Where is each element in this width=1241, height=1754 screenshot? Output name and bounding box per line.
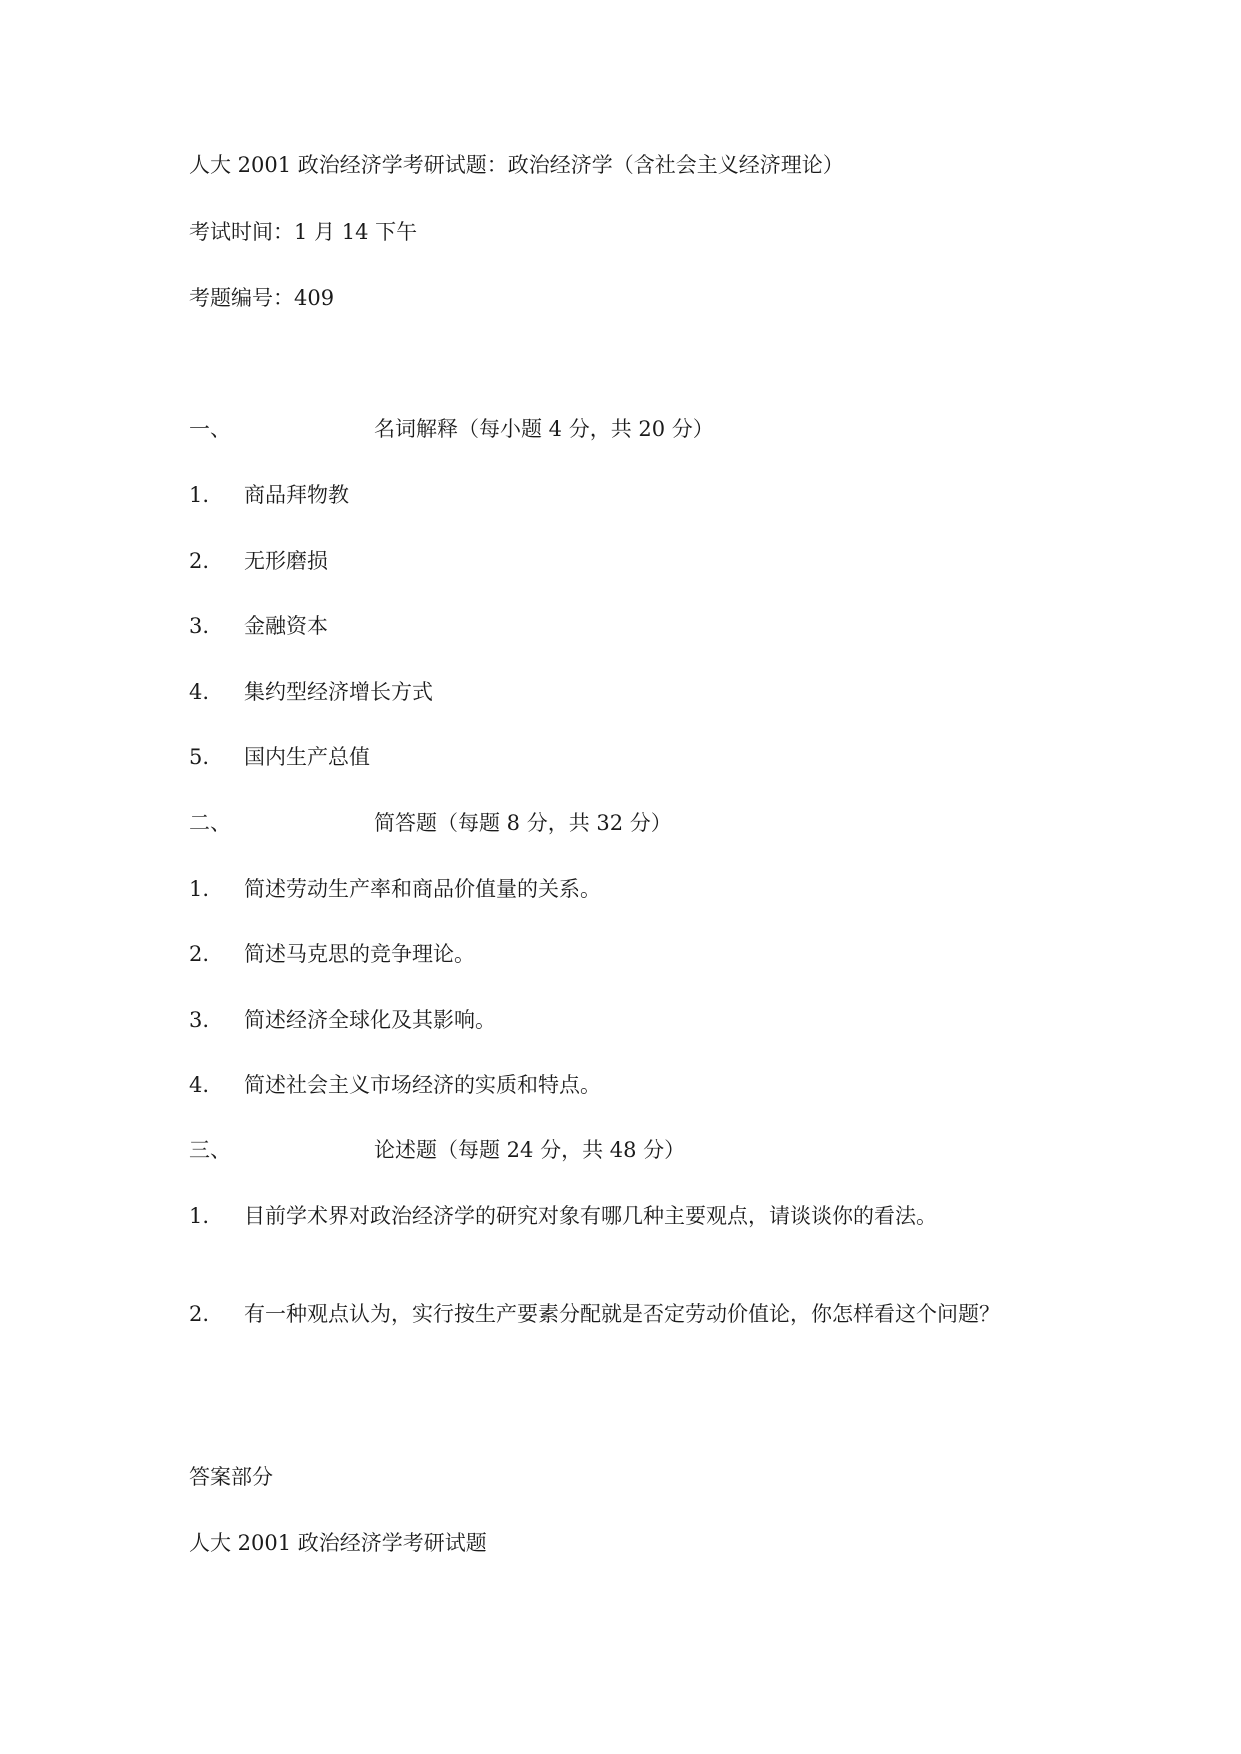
section-3-heading (189, 1137, 685, 1163)
section-2-heading (189, 810, 672, 836)
list-item (189, 744, 370, 770)
list-item (189, 1203, 937, 1229)
item-text: 简述经济全球化及其影响。 (244, 1008, 496, 1032)
list-item (189, 679, 433, 705)
list-item (189, 876, 601, 902)
item-text: 简述马克思的竞争理论。 (244, 942, 475, 966)
section-title: 论述题（每题 24 分，共 48 分） (374, 1138, 686, 1162)
item-text: 目前学术界对政治经济学的研究对象有哪几种主要观点，请谈谈你的看法。 (244, 1204, 937, 1228)
item-number: 1. (189, 483, 210, 507)
exam-time: 考试时间：1 月 14 下午 (189, 220, 418, 244)
section-number: 二、 (189, 811, 231, 835)
list-item (189, 548, 328, 574)
item-text: 简述社会主义市场经济的实质和特点。 (244, 1073, 601, 1097)
item-text: 简述劳动生产率和商品价值量的关系。 (244, 877, 601, 901)
item-text: 无形磨损 (244, 549, 328, 573)
section-title: 简答题（每题 8 分，共 32 分） (374, 811, 672, 835)
list-item (189, 941, 475, 967)
item-text: 商品拜物教 (244, 483, 349, 507)
section-title: 名词解释（每小题 4 分，共 20 分） (374, 417, 714, 441)
list-item (189, 482, 349, 508)
list-item (189, 1007, 496, 1033)
item-text: 金融资本 (244, 614, 328, 638)
item-number: 4. (189, 1073, 210, 1097)
item-number: 3. (189, 1008, 210, 1032)
item-number: 4. (189, 680, 210, 704)
list-item (189, 1301, 1000, 1327)
section-number: 一、 (189, 417, 231, 441)
item-number: 3. (189, 614, 210, 638)
answers-heading: 答案部分 (189, 1465, 273, 1489)
item-text: 集约型经济增长方式 (244, 680, 433, 704)
exam-code: 考题编号：409 (189, 286, 335, 310)
item-number: 1. (189, 1204, 210, 1228)
document-title: 人大 2001 政治经济学考研试题：政治经济学（含社会主义经济理论） (189, 153, 844, 177)
list-item (189, 613, 328, 639)
item-text: 国内生产总值 (244, 745, 370, 769)
item-number: 2. (189, 1302, 210, 1326)
answers-subtitle: 人大 2001 政治经济学考研试题 (189, 1531, 487, 1555)
item-number: 1. (189, 877, 210, 901)
item-number: 5. (189, 745, 210, 769)
section-number: 三、 (189, 1138, 231, 1162)
section-1-heading (189, 416, 714, 442)
list-item (189, 1072, 601, 1098)
item-number: 2. (189, 942, 210, 966)
item-text: 有一种观点认为，实行按生产要素分配就是否定劳动价值论，你怎样看这个问题？ (244, 1302, 1000, 1326)
item-number: 2. (189, 549, 210, 573)
